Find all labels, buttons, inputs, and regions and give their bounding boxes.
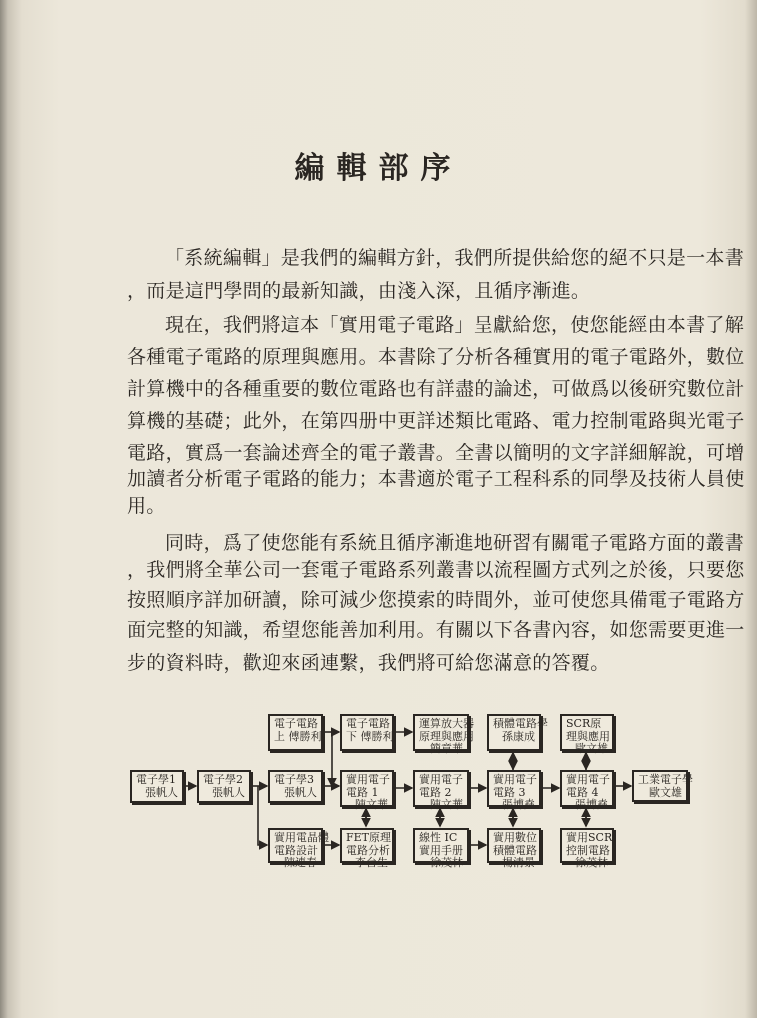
paragraph-line: 步的資料時，歡迎來函連繫，我們將可給您滿意的答覆。 xyxy=(127,652,610,674)
book-ic: 積體電路學 孫康成 xyxy=(487,714,541,751)
paragraph-line: 加讀者分析電子電路的能力；本書適於電子工程科系的同學及技術人員使 xyxy=(127,468,745,490)
book-linear-ic: 線性 IC 實用手册 徐茂林 xyxy=(413,828,469,863)
book-scr: SCR原 理與應用 歐文雄 xyxy=(560,714,614,751)
book-fet: FET原理 電路分析 李台生 xyxy=(340,828,394,863)
paragraph-line: 算機的基礎；此外，在第四册中更詳述類比電路、電力控制電路與光電子 xyxy=(127,410,745,432)
book-practical-circuits-4: 實用電子 電路 4 張博堯 xyxy=(560,770,614,807)
paragraph-line: 用。 xyxy=(127,495,166,517)
book-practical-circuits-2: 實用電子 電路 2 陳文華 xyxy=(413,770,469,807)
paragraph-line: ，而是這門學問的最新知識，由淺入深，且循序漸進。 xyxy=(127,280,591,302)
book-opamp: 運算放大器 原理與應用 簡章華 xyxy=(413,714,469,751)
paragraph-line: 計算機中的各種重要的數位電路也有詳盡的論述，可做爲以後研究數位計 xyxy=(127,378,745,400)
book-electronics-2: 電子學2 張帆人 xyxy=(197,770,251,803)
book-circuits-vol1: 電子電路 上 傅勝利 xyxy=(268,714,323,751)
book-transistor-design: 實用電晶體 電路設計 陳連春 xyxy=(268,828,323,863)
book-circuits-vol2: 電子電路 下 傅勝利 xyxy=(340,714,394,751)
page-title: 編輯部序 xyxy=(294,151,463,186)
book-digital-ic: 實用數位 積體電路 楊清景 xyxy=(487,828,541,863)
paragraph-line: 「系統編輯」是我們的編輯方針，我們所提供給您的絕不只是一本書 xyxy=(165,247,745,269)
book-electronics-3: 電子學3 張帆人 xyxy=(268,770,323,803)
paragraph-line: 電路，實爲一套論述齊全的電子叢書。全書以簡明的文字詳細解說，可增 xyxy=(127,442,745,464)
book-practical-circuits-1: 實用電子 電路 1 陳文華 xyxy=(340,770,394,807)
paragraph-line: 各種電子電路的原理與應用。本書除了分析各種實用的電子電路外，數位 xyxy=(127,346,745,368)
book-scr-control: 實用SCR 控制電路 徐茂林 xyxy=(560,828,614,863)
book-practical-circuits-3: 實用電子 電路 3 張博堯 xyxy=(487,770,541,807)
book-electronics-1: 電子學1 張帆人 xyxy=(130,770,184,803)
paragraph-line: 現在，我們將這本「實用電子電路」呈獻給您，使您能經由本書了解 xyxy=(165,314,745,336)
paragraph-line: 面完整的知識，希望您能善加利用。有關以下各書內容，如您需要更進一 xyxy=(127,619,745,641)
book-industrial-electronics: 工業電子學 歐文雄 xyxy=(632,770,688,802)
paragraph-line: ，我們將全華公司一套電子電路系列叢書以流程圖方式列之於後，只要您 xyxy=(127,559,745,581)
paragraph-line: 按照順序詳加研讀，除可減少您摸索的時間外，並可使您具備電子電路方 xyxy=(127,589,745,611)
paragraph-line: 同時，爲了使您能有系統且循序漸進地研習有關電子電路方面的叢書 xyxy=(165,532,745,554)
